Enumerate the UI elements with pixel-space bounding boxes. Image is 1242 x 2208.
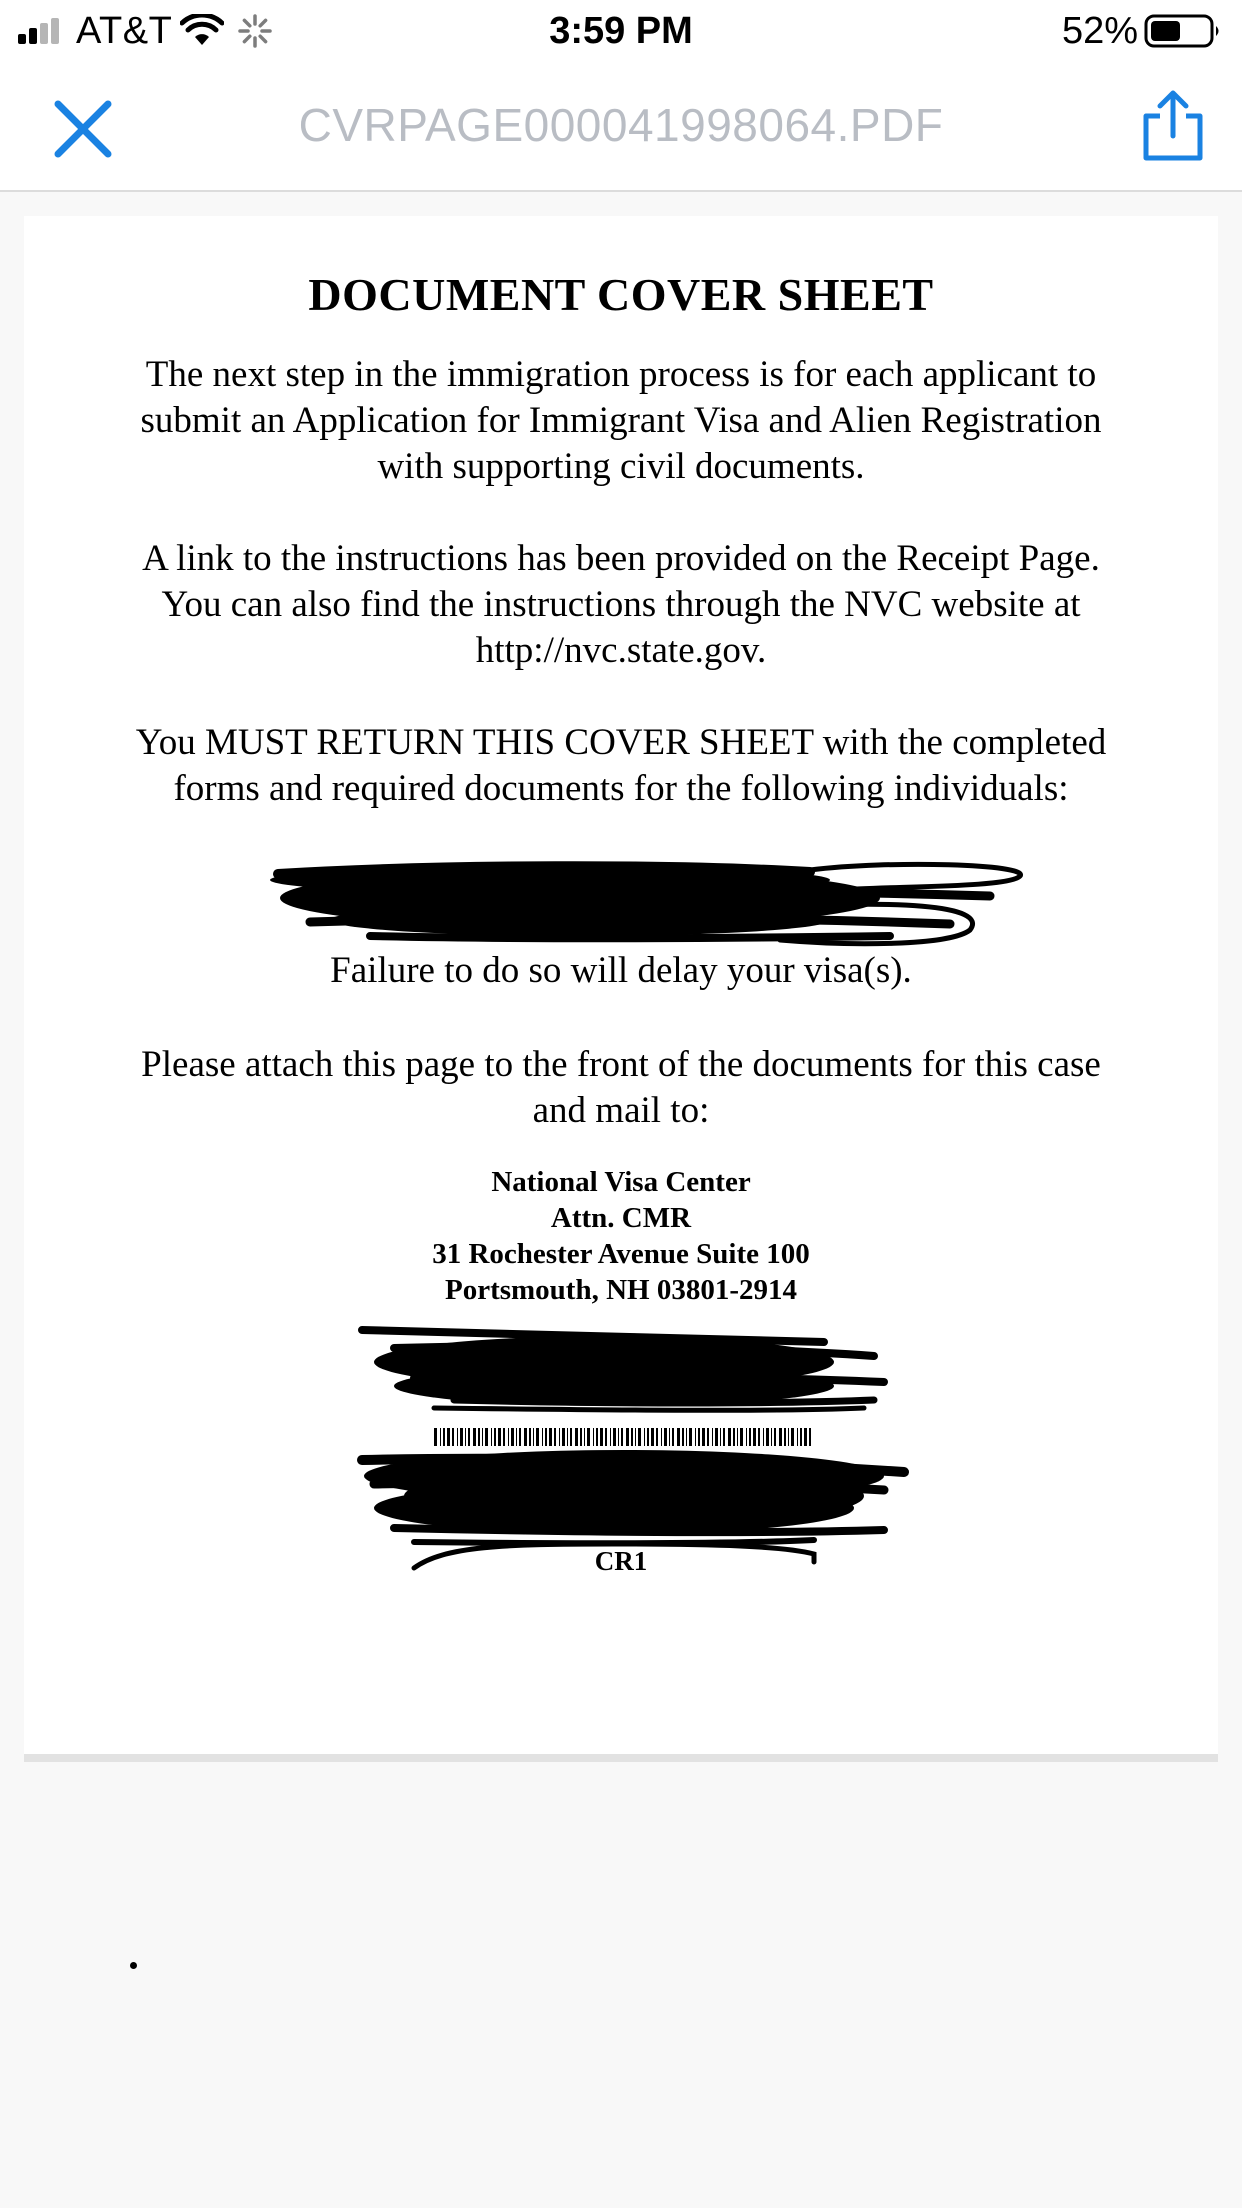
mailing-instructions-paragraph: Please attach this page to the front of the documents for this case and mail to: [141, 1044, 1101, 1131]
redaction-scribble-case-info [354, 1320, 894, 1416]
case-type-code: CR1 [594, 1546, 648, 1576]
instructions-paragraph-1: The next step in the immigration process is for each applicant to submit an Application for Immigrant Visa and Alien Registration with supporting civil documents. [140, 354, 1102, 487]
document-heading: DOCUMENT COVER SHEET [308, 269, 934, 320]
carrier-label: AT&T [76, 10, 173, 52]
pdf-page[interactable] [24, 216, 1218, 1762]
mailing-address-block [24, 1164, 1218, 1308]
status-bar [0, 0, 1242, 60]
warning-paragraph: Failure to do so will delay your visa(s). [330, 950, 912, 991]
address-line-4: Portsmouth, NH 03801-2914 [444, 1274, 797, 1306]
address-line-2: Attn. CMR [550, 1202, 692, 1234]
battery-percentage: 52% [1061, 10, 1138, 52]
address-line-1: National Visa Center [491, 1166, 751, 1198]
redaction-scribble-names [250, 846, 1030, 954]
instructions-paragraph-2: A link to the instructions has been provided on the Receipt Page. You can also find the instructions through the NVC website at http://nvc.state.gov. [142, 538, 1100, 671]
share-icon[interactable] [1140, 90, 1206, 162]
page-indicator-dot [130, 1962, 137, 1969]
navigation-bar [0, 60, 1242, 192]
document-filename-title: CVRPAGE000041998064.PDF [298, 99, 944, 151]
battery-icon [1144, 14, 1222, 48]
close-icon[interactable] [50, 96, 116, 162]
instructions-paragraph-3: You MUST RETURN THIS COVER SHEET with the completed forms and required documents for the following individuals: [135, 722, 1107, 809]
clock-time: 3:59 PM [549, 10, 693, 52]
address-line-3: 31 Rochester Avenue Suite 100 [432, 1238, 810, 1270]
